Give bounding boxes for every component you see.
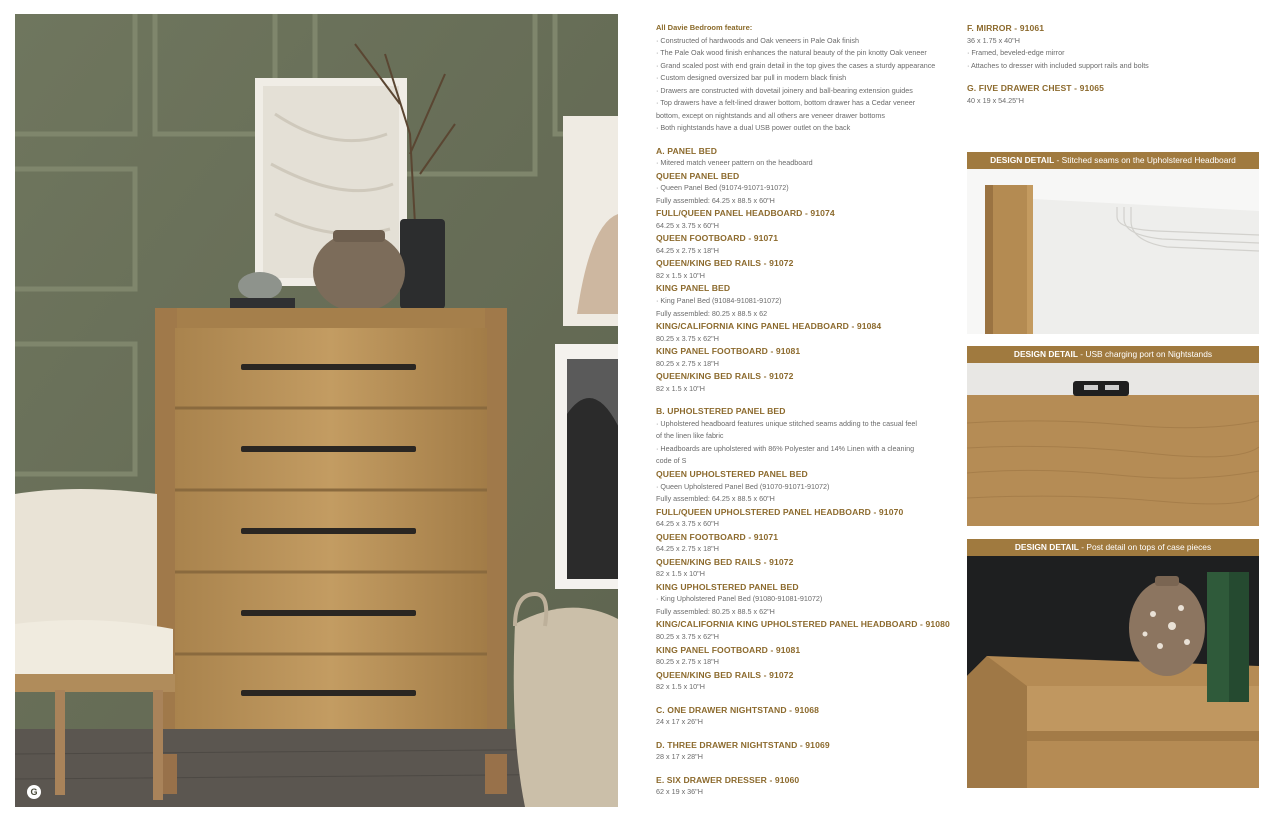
item-detail: 64.25 x 2.75 x 18"H [656, 245, 719, 255]
item-detail: · Upholstered headboard features unique stitched seams adding to the casual feel [656, 418, 917, 428]
section-title: F. MIRROR - 91061 [967, 23, 1045, 33]
design-detail-headboard [967, 152, 1259, 334]
item-heading: KING PANEL FOOTBOARD - 91081 [656, 346, 801, 357]
item-detail: Fully assembled: 80.25 x 88.5 x 62 [656, 308, 768, 318]
dimensions: 62 x 19 x 36"H [656, 787, 703, 797]
mirror-line: · Framed, beveled-edge mirror [967, 48, 1065, 58]
section-mirror [967, 22, 1267, 72]
chest-room-illustration [15, 14, 618, 807]
item-detail: · Queen Panel Bed (91074-91071-91072) [656, 183, 789, 193]
detail-header: DESIGN DETAIL - Post detail on tops of case pieces [967, 539, 1259, 556]
section-lines [656, 418, 956, 694]
detail-header: DESIGN DETAIL - Stitched seams on the Upholstered Headboard [967, 152, 1259, 169]
dimensions: 28 x 17 x 28"H [656, 752, 703, 762]
feature-line: · The Pale Oak wood finish enhances the natural beauty of the pin knotty Oak veneer [656, 48, 927, 57]
design-detail-usb [967, 346, 1259, 526]
item-detail: 64.25 x 3.75 x 60"H [656, 519, 719, 529]
feature-line: · Constructed of hardwoods and Oak veneers in Pale Oak finish [656, 35, 859, 45]
item-detail: 80.25 x 2.75 x 18"H [656, 358, 719, 368]
item-heading: KING/CALIFORNIA KING UPHOLSTERED PANEL HEADBOARD - 91080 [656, 619, 950, 630]
dimensions: 40 x 19 x 54.25"H [967, 95, 1024, 105]
feature-line: · Drawers are constructed with dovetail joinery and ball-bearing extension guides [656, 85, 913, 95]
item-detail: · King Panel Bed (91084-91081-91072) [656, 296, 782, 306]
section-title: E. SIX DRAWER DRESSER - 91060 [656, 774, 800, 785]
spec-column-left [656, 22, 956, 799]
feature-line: · Top drawers have a felt-lined drawer bottom, bottom drawer has a Cedar veneer [656, 98, 916, 107]
section-title: A. PANEL BED [656, 145, 718, 156]
section-panel-bed [656, 145, 956, 396]
hero-photo [15, 14, 618, 807]
feature-line: · Both nightstands have a dual USB power outlet on the back [656, 123, 851, 132]
item-detail: Fully assembled: 64.25 x 88.5 x 60"H [656, 195, 775, 205]
item-detail: · Queen Upholstered Panel Bed (91070-91071-91072) [656, 481, 830, 491]
item-detail: 82 x 1.5 x 10"H [656, 270, 705, 280]
headboard-illustration [967, 169, 1259, 334]
section-title: G. FIVE DRAWER CHEST - 91065 [967, 83, 1104, 94]
dimensions: 24 x 17 x 26"H [656, 717, 703, 727]
spec-column-right [967, 22, 1267, 107]
feature-line: · Grand scaled post with end grain detail in the top gives the cases a sturdy appearance [656, 60, 936, 70]
section-title: B. UPHOLSTERED PANEL BED [656, 406, 786, 417]
usb-port-illustration [967, 363, 1259, 526]
headboard-detail-image [967, 169, 1259, 334]
section-one-drawer-nightstand [656, 704, 956, 729]
mirror-line: · Attaches to dresser with included support rails and bolts [967, 60, 1149, 70]
item-detail: code of S [656, 456, 687, 466]
item-heading: QUEEN/KING BED RAILS - 91072 [656, 669, 794, 680]
item-detail: · Headboards are upholstered with 86% Polyester and 14% Linen with a cleaning [656, 443, 915, 453]
item-heading: KING UPHOLSTERED PANEL BED [656, 581, 799, 592]
item-heading: FULL/QUEEN PANEL HEADBOARD - 91074 [656, 208, 835, 219]
section-three-drawer-nightstand [656, 739, 956, 764]
section-upholstered-bed [656, 405, 956, 693]
item-heading: QUEEN/KING BED RAILS - 91072 [656, 556, 794, 567]
item-detail: 80.25 x 3.75 x 62"H [656, 632, 719, 641]
item-detail: Fully assembled: 80.25 x 88.5 x 62"H [656, 606, 775, 616]
item-detail: 64.25 x 2.75 x 18"H [656, 544, 719, 554]
item-heading: KING/CALIFORNIA KING PANEL HEADBOARD - 91084 [656, 321, 882, 332]
intro-title: All Davie Bedroom feature: [656, 23, 753, 32]
item-detail: of the linen like fabric [656, 431, 724, 441]
detail-header: DESIGN DETAIL - USB charging port on Nightstands [967, 346, 1259, 363]
item-detail: · King Upholstered Panel Bed (91080-91081-91072) [656, 594, 823, 604]
item-detail: 80.25 x 3.75 x 62"H [656, 333, 719, 343]
section-title: D. THREE DRAWER NIGHTSTAND - 91069 [656, 739, 830, 750]
item-detail: · Mitered match veneer pattern on the headboard [656, 158, 813, 168]
item-heading: QUEEN/KING BED RAILS - 91072 [656, 371, 794, 382]
item-heading: FULL/QUEEN UPHOLSTERED PANEL HEADBOARD - 91070 [656, 506, 904, 517]
section-lines [656, 157, 956, 395]
item-detail: 64.25 x 3.75 x 60"H [656, 220, 719, 230]
intro-features [656, 35, 956, 135]
item-detail: 82 x 1.5 x 10"H [656, 682, 705, 692]
feature-line: bottom, except on nightstands and all others are veneer drawer bottoms [656, 110, 885, 120]
post-detail-image [967, 556, 1259, 788]
item-heading: QUEEN FOOTBOARD - 91071 [656, 531, 779, 542]
feature-line: · Custom designed oversized bar pull in modern black finish [656, 73, 847, 82]
item-heading: QUEEN UPHOLSTERED PANEL BED [656, 468, 808, 479]
item-detail: Fully assembled: 64.25 x 88.5 x 60"H [656, 494, 775, 504]
section-title: C. ONE DRAWER NIGHTSTAND - 91068 [656, 704, 820, 715]
design-detail-post [967, 539, 1259, 788]
item-heading: KING PANEL FOOTBOARD - 91081 [656, 644, 801, 655]
usb-detail-image [967, 363, 1259, 526]
item-heading: QUEEN PANEL BED [656, 170, 740, 181]
item-heading: QUEEN FOOTBOARD - 91071 [656, 233, 779, 244]
item-heading: QUEEN/KING BED RAILS - 91072 [656, 258, 794, 269]
mirror-line: 36 x 1.75 x 40"H [967, 35, 1020, 45]
post-illustration [967, 556, 1259, 788]
item-detail: 82 x 1.5 x 10"H [656, 383, 705, 393]
item-detail: 80.25 x 2.75 x 18"H [656, 657, 719, 667]
section-five-drawer-chest [967, 82, 1267, 107]
section-six-drawer-dresser [656, 774, 956, 799]
photo-badge: G [27, 785, 41, 799]
item-detail: 82 x 1.5 x 10"H [656, 569, 705, 579]
item-heading: KING PANEL BED [656, 283, 731, 294]
